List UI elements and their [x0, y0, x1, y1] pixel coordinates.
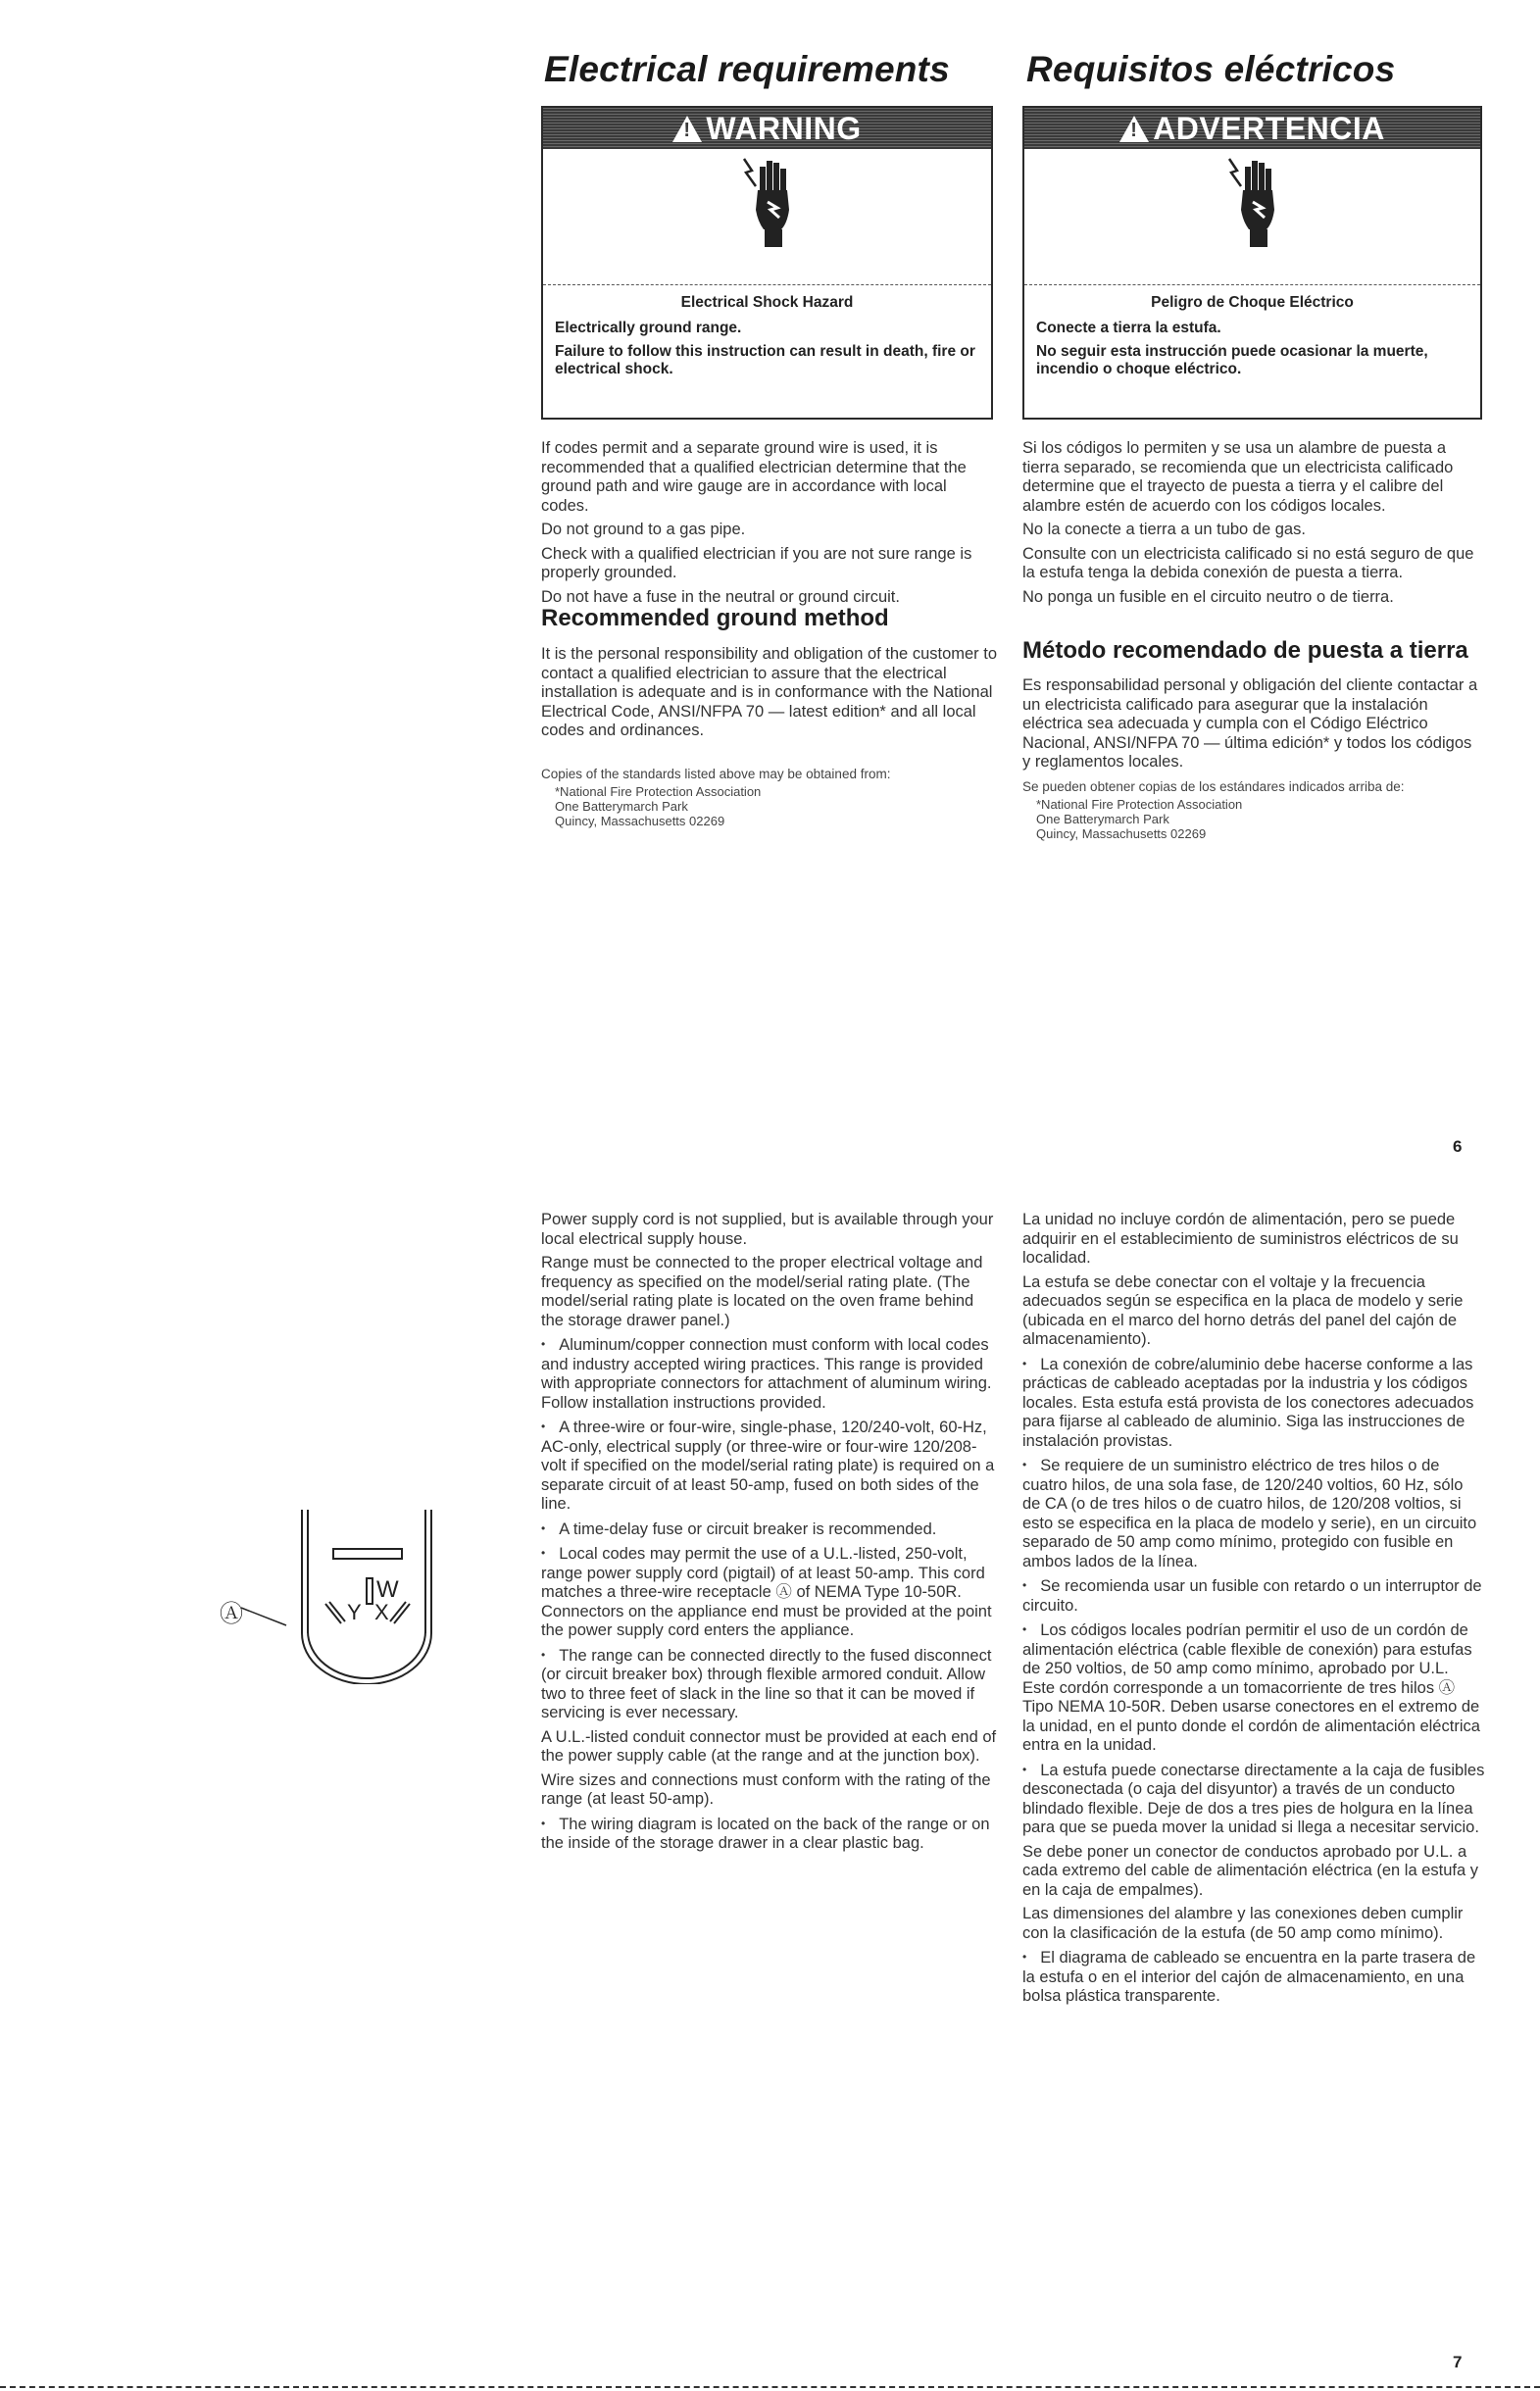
paragraph: La unidad no incluye cordón de alimentación, pero se puede adquirir en el establecimiento de suministros eléctricos de su localidad. [1022, 1211, 1459, 1267]
paragraph: A U.L.-listed conduit connector must be provided at each end of the power supply cable (at the range and at the junction box). [541, 1727, 997, 1765]
warning-banner-en [543, 108, 991, 149]
paragraph: Las dimensiones del alambre y las conexiones deben cumplir con la clasificación de la estufa (de 50 amp como mínimo). [1022, 1905, 1464, 1942]
warning-text-en [555, 294, 979, 384]
paragraph: No la conecte a tierra a un tubo de gas. [1022, 521, 1306, 538]
warning-line1-es: Conecte a tierra la estufa. [1036, 320, 1221, 336]
receptacle-figure [218, 1508, 453, 1684]
warning-line2-es: No seguir esta instrucción puede ocasionar la muerte, incendio o choque eléctrico. [1036, 343, 1428, 377]
electrical-shock-hand-icon [738, 153, 797, 249]
paragraph: No ponga un fusible en el circuito neutro o de tierra. [1022, 587, 1394, 606]
paragraph: Wire sizes and connections must conform with the rating of the range (at least 50-amp). [541, 1770, 991, 1808]
paragraph: Check with a qualified electrician if you are not sure range is properly grounded. [541, 544, 972, 581]
bullet-paragraph: • A three-wire or four-wire, single-phase, 120/240-volt, 60-Hz, AC-only, electrical supply (or three-wire or four-wire 120/208-volt if specified on the model/serial rating plate) is required on a separate circuit of at least 50-amp, fused on both sides of the line. [541, 1418, 1000, 1515]
address-line: One Batterymarch Park [1036, 812, 1169, 826]
paragraph: If codes permit and a separate ground wire is used, it is recommended that a qualified electrician determine that the ground path and wire gauge are in accordance with local codes. [541, 439, 967, 515]
power-supply-text-es [1022, 1211, 1485, 2012]
warning-banner-es [1024, 108, 1480, 149]
warning-hazard-es: Peligro de Choque Eléctrico [1151, 294, 1354, 311]
bullet-paragraph: • Aluminum/copper connection must conform with local codes and industry accepted wiring practices. This range is provided with appropriate connectors for attachment of aluminum wiring. Follow installation instructions provided. [541, 1335, 1000, 1413]
paragraph: Do not have a fuse in the neutral or ground circuit. [541, 587, 900, 606]
bullet-paragraph: • The wiring diagram is located on the back of the range or on the inside of the storage drawer in a clear plastic bag. [541, 1815, 1000, 1854]
address-line: One Batterymarch Park [555, 799, 688, 814]
bullet-paragraph: • La conexión de cobre/aluminio debe hacerse conforme a las prácticas de cableado aceptadas por la industria y los códigos locales. Esta estufa está provista de los conectores adecuados para fijarse al cableado de aluminio. Siga las instrucciones de instalación provistas. [1022, 1355, 1485, 1452]
method-text-es [1022, 676, 1483, 777]
paragraph: Se debe poner un conector de conductos aprobado por U.L. a cada extremo del cable de alimentación eléctrica (en la estufa y en la caja de empalmes). [1022, 1842, 1479, 1899]
power-supply-text-en [541, 1211, 1000, 1859]
paragraph: Consulte con un electricista calificado si no está seguro de que la estufa tenga la debida conexión de puesta a tierra. [1022, 544, 1474, 581]
paragraph: Range must be connected to the proper electrical voltage and frequency as specified on the model/serial rating plate. (The model/serial rating plate is located on the oven frame behind the storage drawer panel.) [541, 1254, 983, 1329]
bullet-paragraph: • La estufa puede conectarse directamente a la caja de fusibles desconectada (o caja del disyuntor) a través de un conducto blindado flexible. Deje de dos a tres pies de holgura en la línea para que se pueda mover la unidad si llega a necesitar servicio. [1022, 1761, 1485, 1838]
bullet-paragraph: • A time-delay fuse or circuit breaker is recommended. [541, 1519, 1000, 1540]
bottom-divider [0, 2386, 1540, 2388]
heading-ground-method-en: Recommended ground method [541, 605, 889, 631]
warning-triangle-icon [1119, 116, 1149, 142]
address-line: Quincy, Massachusetts 02269 [555, 814, 725, 828]
title-en: Electrical requirements [544, 49, 950, 89]
bullet-paragraph: • Se recomienda usar un fusible con retardo o un interruptor de circuito. [1022, 1576, 1485, 1616]
bullet-paragraph: • Se requiere de un suministro eléctrico de tres hilos o de cuatro hilos, de una sola fase, de 120/240 voltios, 60 Hz, sólo de CA (o de tres hilos o de cuatro hilos, de 120/208 voltios, si esto se especifica en la placa de modelo y serie), en un circuito separado de 50 amp como mínimo, protegido con fusible en ambos lados de la línea. [1022, 1456, 1485, 1571]
warning-line1-en: Electrically ground range. [555, 320, 742, 336]
warning-label-es: ADVERTENCIA [1153, 110, 1385, 146]
copies-note-es: Se pueden obtener copias de los estándares indicados arriba de: [1022, 779, 1405, 794]
bullet-paragraph: • Local codes may permit the use of a U.L.-listed, 250-volt, range power supply cord (pigtail) of at least 50-amp. This cord matches a three-wire receptacle Ⓐ of NEMA Type 10-50R. Connectors on the appliance end must be provided at the point the power supply cord enters the appliance. [541, 1544, 1000, 1641]
method-text-en [541, 645, 997, 746]
warning-divider-en [543, 284, 991, 285]
terminal-w-label: W [376, 1576, 399, 1603]
address-line: Quincy, Massachusetts 02269 [1036, 826, 1207, 841]
warning-box-es [1022, 106, 1482, 420]
paragraph: Do not ground to a gas pipe. [541, 521, 746, 538]
terminal-y-label: Y [347, 1600, 362, 1624]
terminal-x-label: X [374, 1600, 389, 1624]
copies-note-en: Copies of the standards listed above may be obtained from: [541, 767, 891, 781]
receptacle-diagram [218, 1508, 453, 1684]
ground-paragraphs-es [1022, 439, 1483, 612]
ground-paragraphs-en [541, 439, 997, 612]
bullet-paragraph: • El diagrama de cableado se encuentra en la parte trasera de la estufa o en el interior del cajón de almacenamiento, en una bolsa plástica transparente. [1022, 1948, 1485, 2007]
warning-label-en: WARNING [706, 110, 862, 146]
paragraph: Si los códigos lo permiten y se usa un alambre de puesta a tierra separado, se recomienda que un electricista calificado determine que el trayecto de puesta a tierra y el calibre del alambre estén de acuerdo con los códigos locales. [1022, 439, 1454, 515]
bullet-paragraph: • Los códigos locales podrían permitir el uso de un cordón de alimentación eléctrica (cable flexible de conexión) para estufas de 250 voltios, de 50 amp como mínimo, aprobado por U.L. Este cordón corresponde a un tomacorriente de tres hilos Ⓐ Tipo NEMA 10-50R. Deben usarse conectores en el extremo de la unidad, en el punto donde el cordón de alimentación eléctrica entra en la unidad. [1022, 1620, 1485, 1756]
warning-box-en [541, 106, 993, 420]
warning-text-es [1036, 294, 1468, 384]
address-line: *National Fire Protection Association [1036, 797, 1243, 812]
address-es [1036, 797, 1242, 841]
warning-triangle-icon [672, 116, 702, 142]
page-number-7: 7 [1453, 2353, 1463, 2371]
paragraph: Power supply cord is not supplied, but is available through your local electrical supply house. [541, 1211, 994, 1248]
title-es: Requisitos eléctricos [1026, 49, 1396, 89]
paragraph: La estufa se debe conectar con el voltaje y la frecuencia adecuados según se especifica en la placa de modelo y serie (ubicada en el marco del horno detrás del panel del cajón de almacenamiento). [1022, 1272, 1464, 1348]
paragraph: Es responsabilidad personal y obligación del cliente contactar a un electricista calificado para asegurar que la instalación eléctrica sea adecuada y cumpla con el Código Eléctrico Nacional, ANSI/NFPA 70 — última edición* y todos los códigos y reglamentos locales. [1022, 676, 1478, 771]
heading-ground-method-es: Método recomendado de puesta a tierra [1022, 637, 1468, 664]
callout-a: Ⓐ [220, 1601, 243, 1627]
paragraph: It is the personal responsibility and obligation of the customer to contact a qualified electrician to assure that the electrical installation is adequate and is in conformance with the National Electrical Code, ANSI/NFPA 70 — latest edition* and all local codes and ordinances. [541, 645, 998, 739]
bullet-paragraph: • The range can be connected directly to the fused disconnect (or circuit breaker box) through flexible armored conduit. Allow two to three feet of slack in the line so that it can be moved if servicing is ever necessary. [541, 1646, 1000, 1723]
page-number-6: 6 [1453, 1137, 1463, 1156]
address-line: *National Fire Protection Association [555, 784, 762, 799]
warning-line2-en: Failure to follow this instruction can result in death, fire or electrical shock. [555, 343, 975, 377]
warning-hazard-en: Electrical Shock Hazard [680, 294, 854, 311]
electrical-shock-hand-icon [1223, 153, 1282, 249]
warning-divider-es [1024, 284, 1480, 285]
address-en [555, 784, 761, 828]
